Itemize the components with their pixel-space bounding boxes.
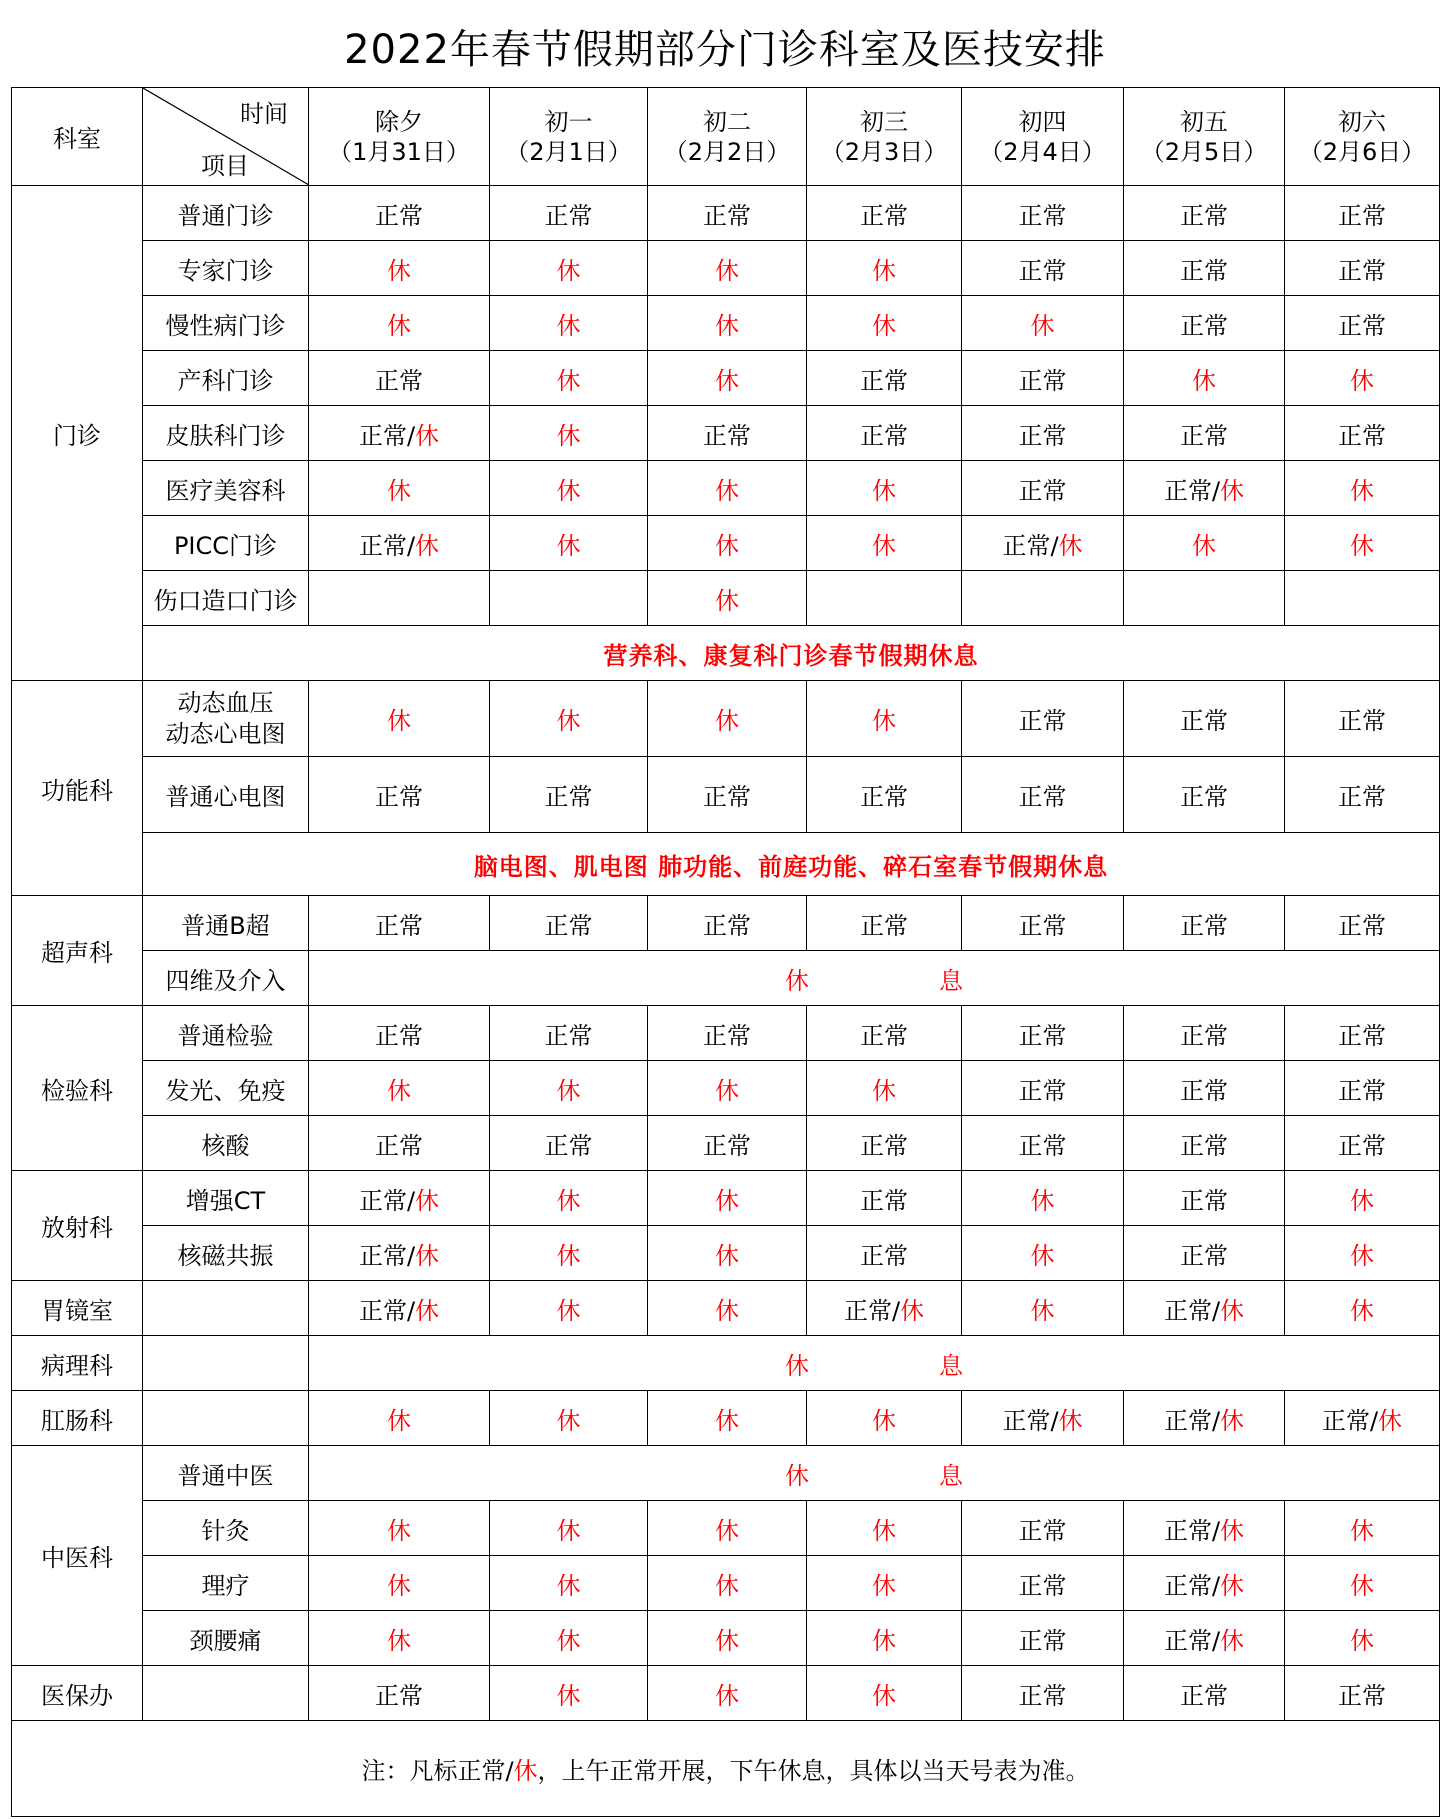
rest-span-cell — [309, 1336, 1440, 1391]
table-row — [12, 626, 1440, 681]
item-cell: PICC门诊 — [143, 516, 309, 571]
status-rest: 休 — [807, 461, 962, 516]
day-header — [309, 88, 490, 186]
dept-cell: 病理科 — [12, 1336, 143, 1391]
status-rest: 休 — [490, 406, 648, 461]
table-row — [12, 951, 1440, 1006]
status-rest: 休 — [807, 516, 962, 571]
status-normal: 正常 — [807, 351, 962, 406]
half-rest: 休 — [1220, 1516, 1245, 1545]
status-rest: 休 — [648, 461, 807, 516]
status-rest: 休 — [648, 516, 807, 571]
item-cell: 慢性病门诊 — [143, 296, 309, 351]
status-half — [309, 1171, 490, 1226]
schedule-table — [11, 87, 1440, 1817]
dept-cell: 中医科 — [12, 1446, 143, 1666]
table-row — [12, 461, 1440, 516]
status-rest: 休 — [1285, 1281, 1440, 1336]
status-normal: 正常 — [490, 1116, 648, 1171]
half-normal: 正常/ — [358, 531, 416, 560]
half-rest: 休 — [415, 1186, 440, 1215]
table-row — [12, 681, 1440, 757]
day-date: （2月3日） — [820, 137, 948, 166]
half-normal: 正常/ — [358, 1241, 416, 1270]
status-normal: 正常 — [648, 186, 807, 241]
status-rest: 休 — [962, 1281, 1124, 1336]
table-row — [12, 1226, 1440, 1281]
corner-header — [143, 88, 309, 186]
status-normal: 正常 — [1285, 1116, 1440, 1171]
status-rest: 休 — [490, 1061, 648, 1116]
table-row — [12, 296, 1440, 351]
status-rest: 休 — [490, 241, 648, 296]
status-half — [962, 1391, 1124, 1446]
status-normal: 正常 — [962, 1666, 1124, 1721]
status-rest: 休 — [648, 681, 807, 757]
day-date: （1月31日） — [328, 137, 470, 166]
half-rest: 休 — [1058, 1406, 1083, 1435]
outpatient-banner: 营养科、康复科门诊春节假期休息 — [143, 626, 1440, 681]
status-rest: 休 — [309, 1391, 490, 1446]
note-rest: 休 — [513, 1757, 538, 1785]
item-cell: 理疗 — [143, 1556, 309, 1611]
status-empty — [1124, 571, 1285, 626]
rest-span-left: 休 — [785, 1351, 809, 1380]
half-rest: 休 — [415, 531, 440, 560]
half-normal: 正常/ — [358, 1186, 416, 1215]
item-cell: 针灸 — [143, 1501, 309, 1556]
status-normal: 正常 — [1285, 1061, 1440, 1116]
item-cell: 医疗美容科 — [143, 461, 309, 516]
status-rest: 休 — [648, 1556, 807, 1611]
half-normal: 正常/ — [1163, 1571, 1221, 1600]
day-name: 除夕 — [375, 107, 423, 136]
half-rest: 休 — [1220, 1626, 1245, 1655]
status-half — [962, 516, 1124, 571]
status-empty — [490, 571, 648, 626]
dept-cell: 功能科 — [12, 681, 143, 896]
status-normal: 正常 — [309, 757, 490, 833]
table-row — [12, 1391, 1440, 1446]
table-row — [12, 571, 1440, 626]
day-header — [490, 88, 648, 186]
half-normal: 正常/ — [1163, 1296, 1221, 1325]
status-rest: 休 — [1285, 461, 1440, 516]
item-cell: 核酸 — [143, 1116, 309, 1171]
item-cell: 普通B超 — [143, 896, 309, 951]
status-normal: 正常 — [309, 351, 490, 406]
status-rest: 休 — [648, 296, 807, 351]
status-rest: 休 — [648, 1226, 807, 1281]
status-rest: 休 — [490, 1556, 648, 1611]
item-line: 动态心电图 — [165, 719, 286, 748]
status-rest: 休 — [807, 1611, 962, 1666]
note-row — [12, 1721, 1440, 1817]
day-header — [807, 88, 962, 186]
status-normal: 正常 — [962, 461, 1124, 516]
status-rest: 休 — [309, 1556, 490, 1611]
status-rest: 休 — [648, 1611, 807, 1666]
status-rest: 休 — [490, 1501, 648, 1556]
table-row — [12, 516, 1440, 571]
day-date: （2月5日） — [1140, 137, 1268, 166]
status-normal: 正常 — [309, 186, 490, 241]
rest-span-right: 息 — [939, 1461, 963, 1490]
status-normal: 正常 — [962, 1501, 1124, 1556]
dept-cell: 医保办 — [12, 1666, 143, 1721]
status-rest: 休 — [309, 681, 490, 757]
status-rest: 休 — [648, 1391, 807, 1446]
status-empty — [1285, 571, 1440, 626]
day-date: （2月4日） — [979, 137, 1106, 166]
status-rest: 休 — [490, 1611, 648, 1666]
table-row — [12, 1171, 1440, 1226]
status-rest: 休 — [807, 1666, 962, 1721]
status-normal: 正常 — [962, 1556, 1124, 1611]
rest-span-left: 休 — [785, 966, 809, 995]
status-normal: 正常 — [648, 896, 807, 951]
status-normal: 正常 — [962, 1061, 1124, 1116]
item-cell: 发光、免疫 — [143, 1061, 309, 1116]
status-normal: 正常 — [490, 186, 648, 241]
status-rest: 休 — [648, 1061, 807, 1116]
status-normal: 正常 — [962, 681, 1124, 757]
status-rest: 休 — [490, 1391, 648, 1446]
status-normal: 正常 — [807, 1171, 962, 1226]
table-row — [12, 1611, 1440, 1666]
status-rest: 休 — [1285, 516, 1440, 571]
status-normal: 正常 — [962, 351, 1124, 406]
half-normal: 正常/ — [1163, 1406, 1221, 1435]
status-rest: 休 — [807, 1391, 962, 1446]
status-normal: 正常 — [807, 1116, 962, 1171]
corner-time-label: 时间 — [240, 100, 288, 128]
half-rest: 休 — [415, 1241, 440, 1270]
table-row — [12, 1116, 1440, 1171]
half-normal: 正常/ — [1163, 1516, 1221, 1545]
status-normal: 正常 — [962, 1116, 1124, 1171]
status-half — [1124, 1556, 1285, 1611]
table-row — [12, 833, 1440, 896]
day-header — [1285, 88, 1440, 186]
status-rest: 休 — [648, 1171, 807, 1226]
status-normal: 正常 — [1124, 757, 1285, 833]
half-normal: 正常/ — [1163, 1626, 1221, 1655]
table-row — [12, 1666, 1440, 1721]
dept-header: 科室 — [12, 88, 143, 186]
item-cell: 核磁共振 — [143, 1226, 309, 1281]
rest-span-cell — [309, 1446, 1440, 1501]
status-normal: 正常 — [490, 1006, 648, 1061]
status-normal: 正常 — [1285, 896, 1440, 951]
day-name: 初五 — [1180, 107, 1228, 136]
dept-cell: 胃镜室 — [12, 1281, 143, 1336]
status-half — [1285, 1391, 1440, 1446]
half-normal: 正常/ — [843, 1296, 901, 1325]
day-date: （2月6日） — [1298, 137, 1426, 166]
item-cell: 伤口造口门诊 — [143, 571, 309, 626]
day-name: 初四 — [1018, 107, 1067, 136]
status-normal: 正常 — [490, 757, 648, 833]
header-row — [12, 88, 1440, 186]
status-rest: 休 — [807, 1061, 962, 1116]
status-rest: 休 — [807, 1501, 962, 1556]
page-title: 2022年春节假期部分门诊科室及医技安排 — [344, 27, 1106, 73]
status-half — [1124, 1391, 1285, 1446]
day-header — [962, 88, 1124, 186]
status-half — [309, 516, 490, 571]
status-normal: 正常 — [1124, 241, 1285, 296]
table-row — [12, 241, 1440, 296]
table-row — [12, 896, 1440, 951]
table-row — [12, 757, 1440, 833]
day-name: 初六 — [1338, 107, 1386, 136]
corner-item-label: 项目 — [201, 152, 249, 180]
status-rest: 休 — [807, 1556, 962, 1611]
dept-cell: 超声科 — [12, 896, 143, 1006]
status-rest: 休 — [1285, 351, 1440, 406]
day-name: 初二 — [703, 107, 751, 136]
status-rest: 休 — [1285, 1171, 1440, 1226]
status-rest: 休 — [962, 296, 1124, 351]
status-normal: 正常 — [807, 896, 962, 951]
item-cell — [143, 681, 309, 757]
status-rest: 休 — [1285, 1611, 1440, 1666]
status-half — [309, 1281, 490, 1336]
half-rest: 休 — [1058, 531, 1083, 560]
status-normal: 正常 — [1124, 681, 1285, 757]
table-row — [12, 351, 1440, 406]
status-rest: 休 — [309, 296, 490, 351]
status-normal: 正常 — [807, 1006, 962, 1061]
rest-span-right: 息 — [939, 1351, 963, 1380]
table-row — [12, 1336, 1440, 1391]
status-half — [1124, 1281, 1285, 1336]
status-rest: 休 — [309, 461, 490, 516]
status-normal: 正常 — [962, 1611, 1124, 1666]
status-rest: 休 — [309, 1501, 490, 1556]
status-normal: 正常 — [1285, 186, 1440, 241]
status-rest: 休 — [309, 1061, 490, 1116]
status-normal: 正常 — [648, 1116, 807, 1171]
status-rest: 休 — [309, 241, 490, 296]
status-normal: 正常 — [1285, 681, 1440, 757]
status-rest: 休 — [648, 1281, 807, 1336]
rest-span-left: 休 — [785, 1461, 809, 1490]
item-cell: 普通中医 — [143, 1446, 309, 1501]
status-rest: 休 — [648, 571, 807, 626]
status-half — [807, 1281, 962, 1336]
status-half — [309, 1226, 490, 1281]
status-normal: 正常 — [1124, 896, 1285, 951]
status-normal: 正常 — [648, 1006, 807, 1061]
table-row — [12, 1281, 1440, 1336]
status-rest: 休 — [962, 1171, 1124, 1226]
status-normal: 正常 — [962, 896, 1124, 951]
table-row — [12, 186, 1440, 241]
status-rest: 休 — [1124, 516, 1285, 571]
half-normal: 正常/ — [358, 421, 416, 450]
status-rest: 休 — [807, 681, 962, 757]
status-rest: 休 — [807, 241, 962, 296]
status-normal: 正常 — [648, 406, 807, 461]
status-normal: 正常 — [1285, 406, 1440, 461]
dept-cell: 放射科 — [12, 1171, 143, 1281]
half-rest: 休 — [1220, 1571, 1245, 1600]
item-cell-empty — [143, 1666, 309, 1721]
item-line: 动态血压 — [177, 688, 274, 717]
status-rest: 休 — [1285, 1501, 1440, 1556]
table-row — [12, 1061, 1440, 1116]
status-rest: 休 — [1285, 1226, 1440, 1281]
status-rest: 休 — [807, 296, 962, 351]
status-normal: 正常 — [309, 1116, 490, 1171]
rest-span-cell — [309, 951, 1440, 1006]
status-rest: 休 — [490, 1666, 648, 1721]
dept-cell: 肛肠科 — [12, 1391, 143, 1446]
status-half — [1124, 461, 1285, 516]
function-banner: 脑电图、肌电图 肺功能、前庭功能、碎石室春节假期休息 — [143, 833, 1440, 896]
status-empty — [807, 571, 962, 626]
status-rest: 休 — [490, 1281, 648, 1336]
status-normal: 正常 — [1124, 1116, 1285, 1171]
day-name: 初一 — [544, 107, 593, 136]
table-row — [12, 1501, 1440, 1556]
item-cell: 专家门诊 — [143, 241, 309, 296]
status-normal: 正常 — [962, 241, 1124, 296]
half-normal: 正常/ — [1002, 531, 1059, 560]
status-half — [1124, 1611, 1285, 1666]
item-cell: 普通检验 — [143, 1006, 309, 1061]
item-cell-empty — [143, 1391, 309, 1446]
status-empty — [309, 571, 490, 626]
status-normal: 正常 — [648, 757, 807, 833]
status-rest: 休 — [648, 1501, 807, 1556]
item-cell: 普通心电图 — [143, 757, 309, 833]
table-row — [12, 406, 1440, 461]
day-header — [1124, 88, 1285, 186]
item-cell-empty — [143, 1336, 309, 1391]
note-prefix: 注：凡标正常/ — [361, 1757, 514, 1785]
status-rest: 休 — [490, 1226, 648, 1281]
status-rest: 休 — [490, 351, 648, 406]
day-name: 初三 — [860, 107, 908, 136]
status-rest: 休 — [648, 241, 807, 296]
half-rest: 休 — [1220, 1296, 1245, 1325]
status-half — [1124, 1501, 1285, 1556]
day-date: （2月2日） — [663, 137, 791, 166]
status-normal: 正常 — [309, 1666, 490, 1721]
half-normal: 正常/ — [358, 1296, 416, 1325]
status-normal: 正常 — [962, 1006, 1124, 1061]
status-normal: 正常 — [1124, 1006, 1285, 1061]
item-cell: 普通门诊 — [143, 186, 309, 241]
status-rest: 休 — [490, 516, 648, 571]
day-header — [648, 88, 807, 186]
status-rest: 休 — [490, 1171, 648, 1226]
half-rest: 休 — [415, 421, 440, 450]
status-rest: 休 — [490, 681, 648, 757]
status-normal: 正常 — [1285, 1666, 1440, 1721]
status-normal: 正常 — [1124, 406, 1285, 461]
status-normal: 正常 — [1124, 296, 1285, 351]
status-normal: 正常 — [1124, 1226, 1285, 1281]
half-rest: 休 — [900, 1296, 925, 1325]
status-normal: 正常 — [962, 406, 1124, 461]
status-normal: 正常 — [1124, 1061, 1285, 1116]
item-cell-empty — [143, 1281, 309, 1336]
footnote — [12, 1721, 1440, 1817]
status-normal: 正常 — [1124, 1171, 1285, 1226]
status-normal: 正常 — [807, 1226, 962, 1281]
status-normal: 正常 — [962, 757, 1124, 833]
half-normal: 正常/ — [1163, 476, 1221, 505]
status-normal: 正常 — [1124, 1666, 1285, 1721]
half-normal: 正常/ — [1002, 1406, 1059, 1435]
status-rest: 休 — [962, 1226, 1124, 1281]
status-rest: 休 — [490, 296, 648, 351]
item-cell: 皮肤科门诊 — [143, 406, 309, 461]
status-half — [309, 406, 490, 461]
item-cell: 颈腰痛 — [143, 1611, 309, 1666]
day-date: （2月1日） — [505, 137, 632, 166]
half-rest: 休 — [1220, 1406, 1245, 1435]
item-cell: 四维及介入 — [143, 951, 309, 1006]
rest-span-right: 息 — [939, 966, 963, 995]
half-normal: 正常/ — [1321, 1406, 1379, 1435]
item-cell: 增强CT — [143, 1171, 309, 1226]
status-rest: 休 — [648, 1666, 807, 1721]
status-rest: 休 — [648, 351, 807, 406]
table-row — [12, 1446, 1440, 1501]
status-rest: 休 — [1124, 351, 1285, 406]
status-normal: 正常 — [309, 1006, 490, 1061]
dept-cell: 检验科 — [12, 1006, 143, 1171]
status-normal: 正常 — [1285, 757, 1440, 833]
status-normal: 正常 — [1285, 296, 1440, 351]
half-rest: 休 — [415, 1296, 440, 1325]
item-cell: 产科门诊 — [143, 351, 309, 406]
table-row — [12, 1556, 1440, 1611]
status-normal: 正常 — [962, 186, 1124, 241]
table-row — [12, 1006, 1440, 1061]
half-rest: 休 — [1378, 1406, 1403, 1435]
status-rest: 休 — [490, 461, 648, 516]
status-normal: 正常 — [1124, 186, 1285, 241]
status-normal: 正常 — [1285, 1006, 1440, 1061]
status-normal: 正常 — [807, 186, 962, 241]
half-rest: 休 — [1220, 476, 1245, 505]
status-empty — [962, 571, 1124, 626]
status-rest: 休 — [309, 1611, 490, 1666]
status-normal: 正常 — [490, 896, 648, 951]
status-normal: 正常 — [807, 757, 962, 833]
status-normal: 正常 — [309, 896, 490, 951]
dept-cell: 门诊 — [12, 186, 143, 681]
status-normal: 正常 — [807, 406, 962, 461]
status-rest: 休 — [1285, 1556, 1440, 1611]
note-suffix: ，上午正常开展，下午休息，具体以当天号表为准。 — [537, 1757, 1090, 1785]
status-normal: 正常 — [1285, 241, 1440, 296]
